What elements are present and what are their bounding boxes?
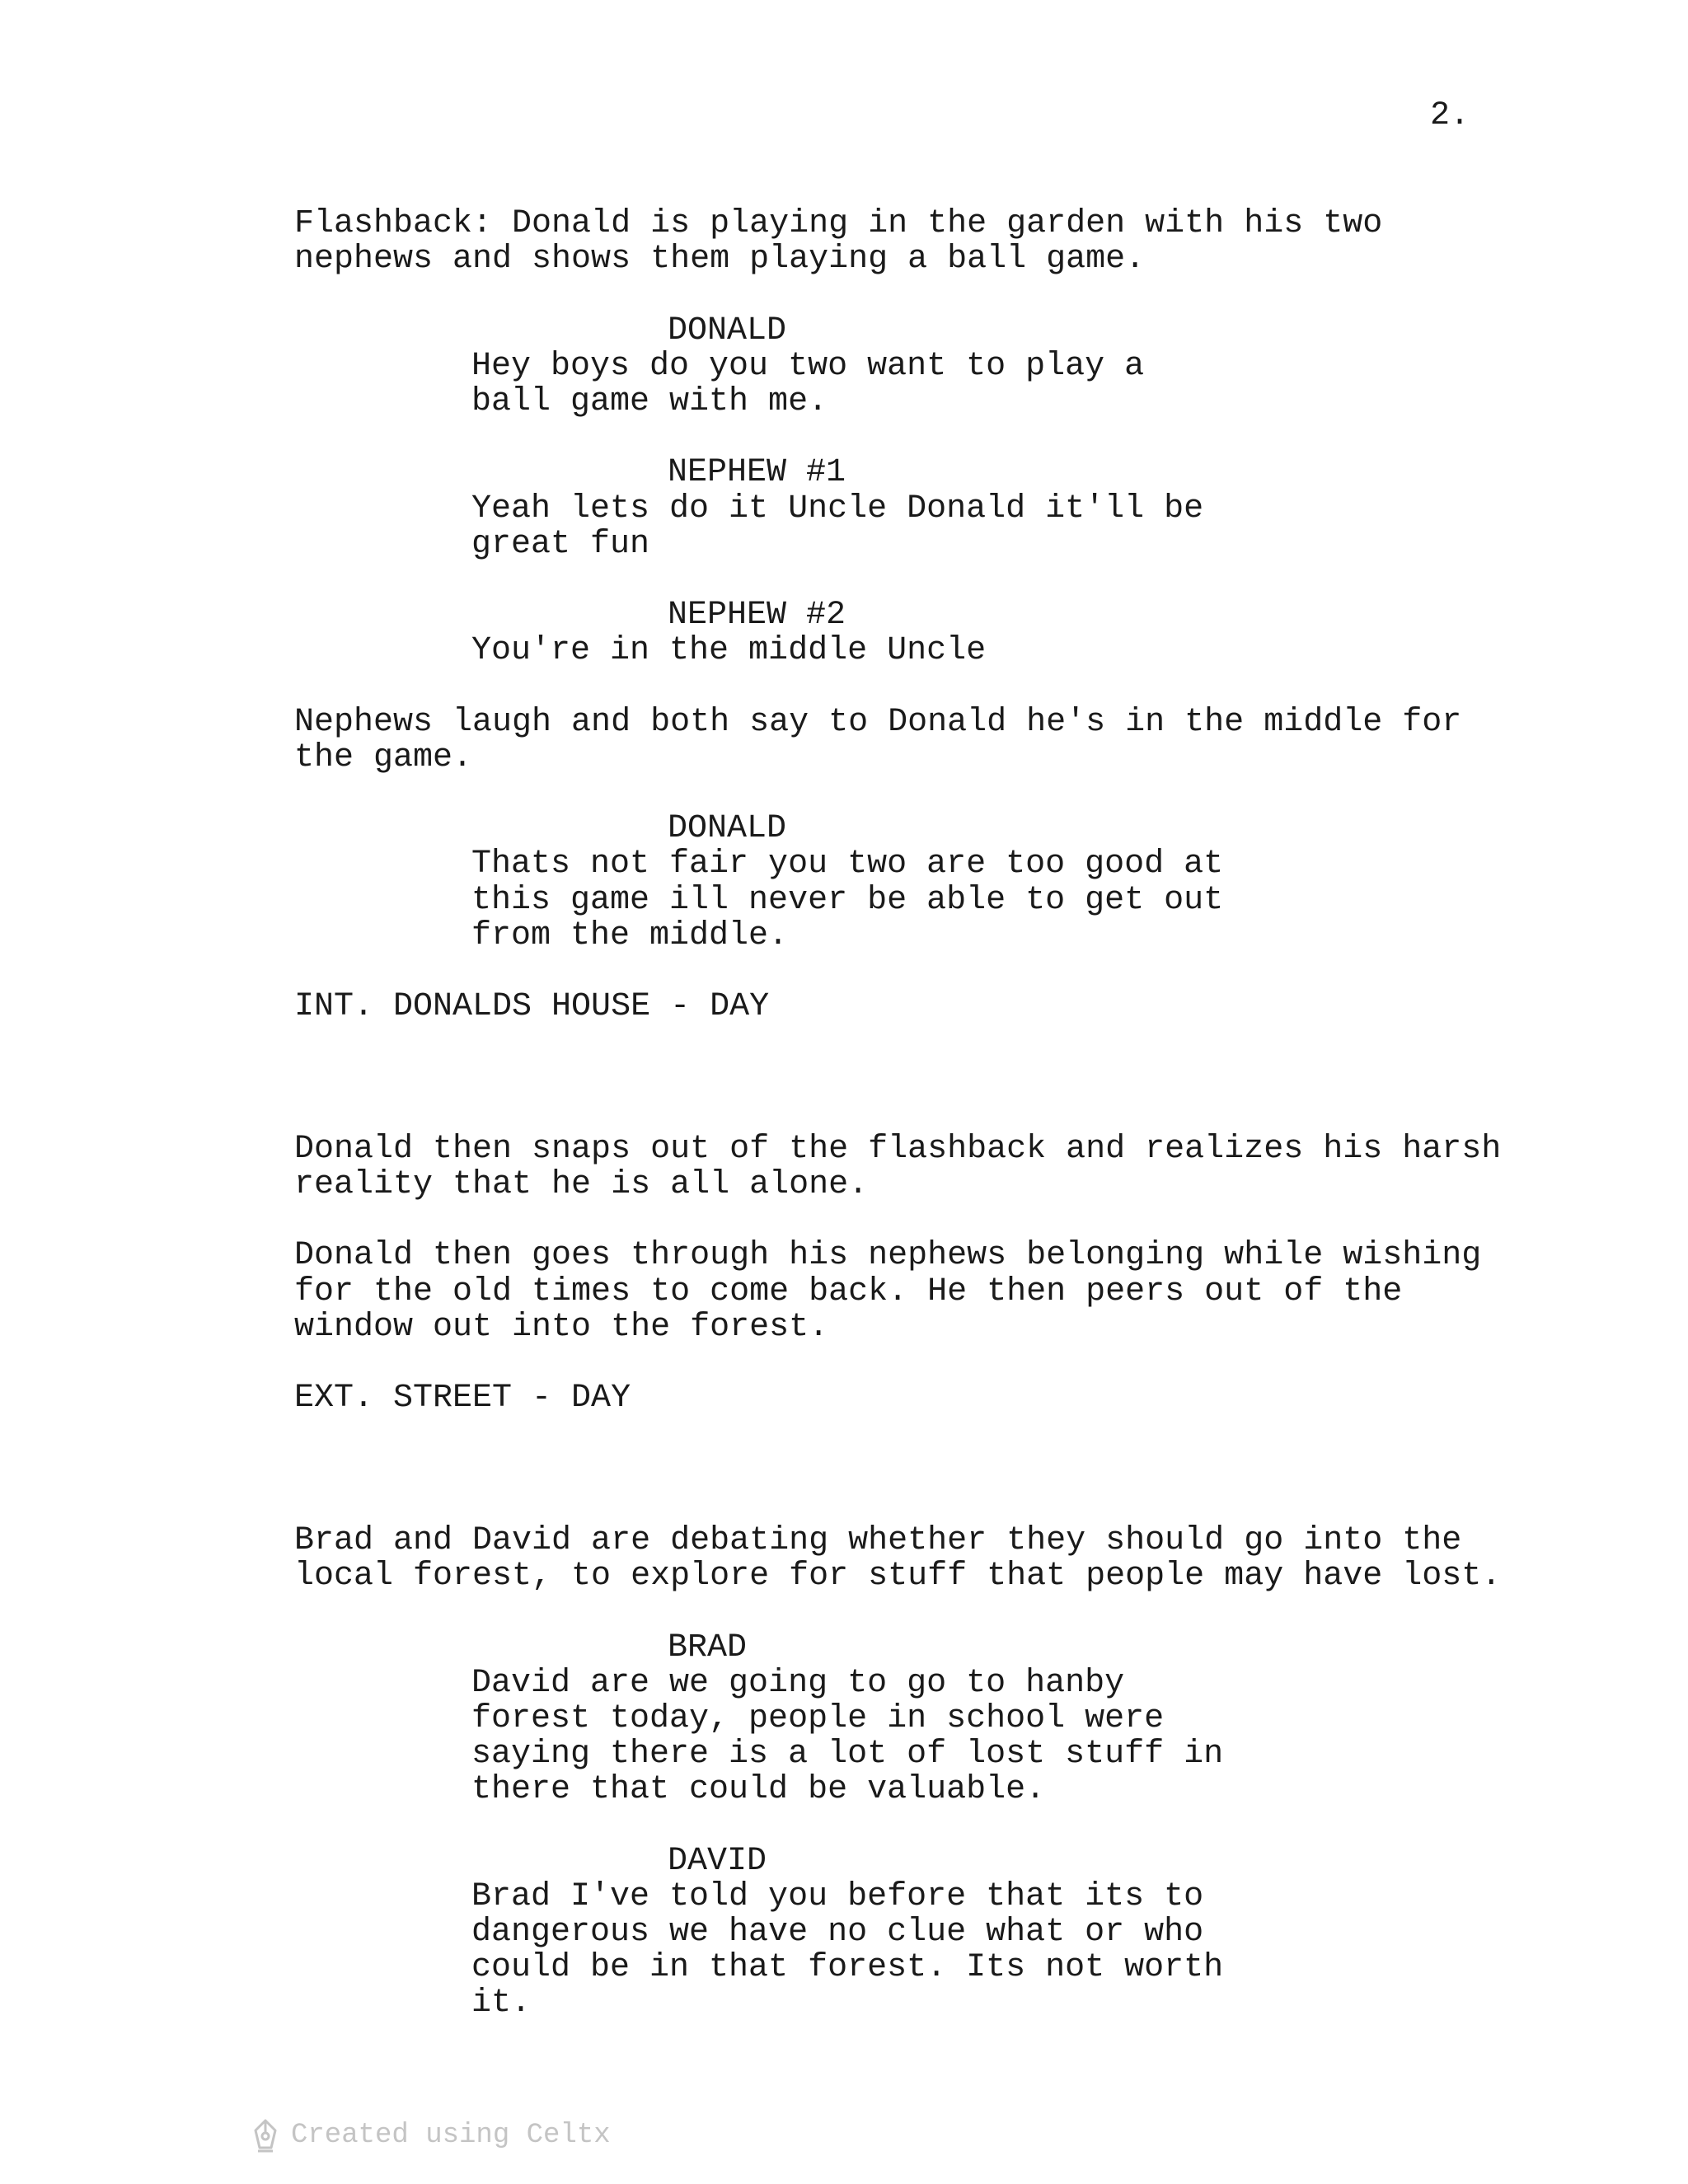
footer-text: Created using Celtx	[291, 2120, 611, 2151]
character-name: BRAD	[668, 1629, 748, 1666]
action-line: local forest, to explore for stuff that people may have lost.	[294, 1558, 1502, 1596]
screenplay-body	[294, 206, 1514, 2022]
action-line: the game.	[294, 738, 473, 776]
character-name: DAVID	[668, 1842, 767, 1880]
dialogue-line: dangerous we have no clue what or who	[471, 1914, 1204, 1952]
celtx-pen-icon	[251, 2118, 279, 2153]
footer	[251, 2118, 611, 2153]
action-line: for the old times to come back. He then peers out of the	[294, 1272, 1403, 1310]
dialogue-line: You're in the middle Uncle	[471, 632, 987, 670]
dialogue-line: Thats not fair you two are too good at	[471, 846, 1224, 883]
action-line: window out into the forest.	[294, 1308, 829, 1346]
page-number: 2.	[1430, 97, 1470, 134]
action-line: Brad and David are debating whether they should go into the	[294, 1522, 1462, 1559]
dialogue-line: ball game with me.	[471, 382, 828, 420]
dialogue-line: could be in that forest. Its not worth	[471, 1949, 1224, 1987]
action-line: Flashback: Donald is playing in the garden with his two	[294, 205, 1383, 242]
dialogue-line: it.	[471, 1985, 532, 2022]
dialogue-line: this game ill never be able to get out	[471, 881, 1224, 919]
scene-heading: EXT. STREET - DAY	[294, 1380, 631, 1418]
dialogue-line: David are we going to go to hanby	[471, 1664, 1125, 1702]
dialogue-line: from the middle.	[471, 916, 789, 954]
character-name: NEPHEW #2	[668, 597, 846, 635]
character-name: DONALD	[668, 810, 787, 848]
scene-heading: INT. DONALDS HOUSE - DAY	[294, 988, 770, 1026]
action-line: Donald then snaps out of the flashback and realizes his harsh	[294, 1130, 1502, 1168]
character-name: DONALD	[668, 312, 787, 349]
dialogue-line: Yeah lets do it Uncle Donald it'll be	[471, 490, 1204, 527]
dialogue-line: Hey boys do you two want to play a	[471, 347, 1145, 385]
character-name: NEPHEW #1	[668, 454, 846, 492]
dialogue-line: saying there is a lot of lost stuff in	[471, 1736, 1224, 1774]
action-line: reality that he is all alone.	[294, 1166, 869, 1204]
dialogue-line: there that could be valuable.	[471, 1771, 1046, 1809]
action-line: Donald then goes through his nephews belonging while wishing	[294, 1237, 1482, 1275]
dialogue-line: forest today, people in school were	[471, 1699, 1165, 1737]
action-line: Nephews laugh and both say to Donald he's in the middle for	[294, 703, 1462, 741]
dialogue-line: Brad I've told you before that its to	[471, 1877, 1204, 1915]
action-line: nephews and shows them playing a ball game.	[294, 241, 1146, 279]
dialogue-line: great fun	[471, 525, 650, 563]
